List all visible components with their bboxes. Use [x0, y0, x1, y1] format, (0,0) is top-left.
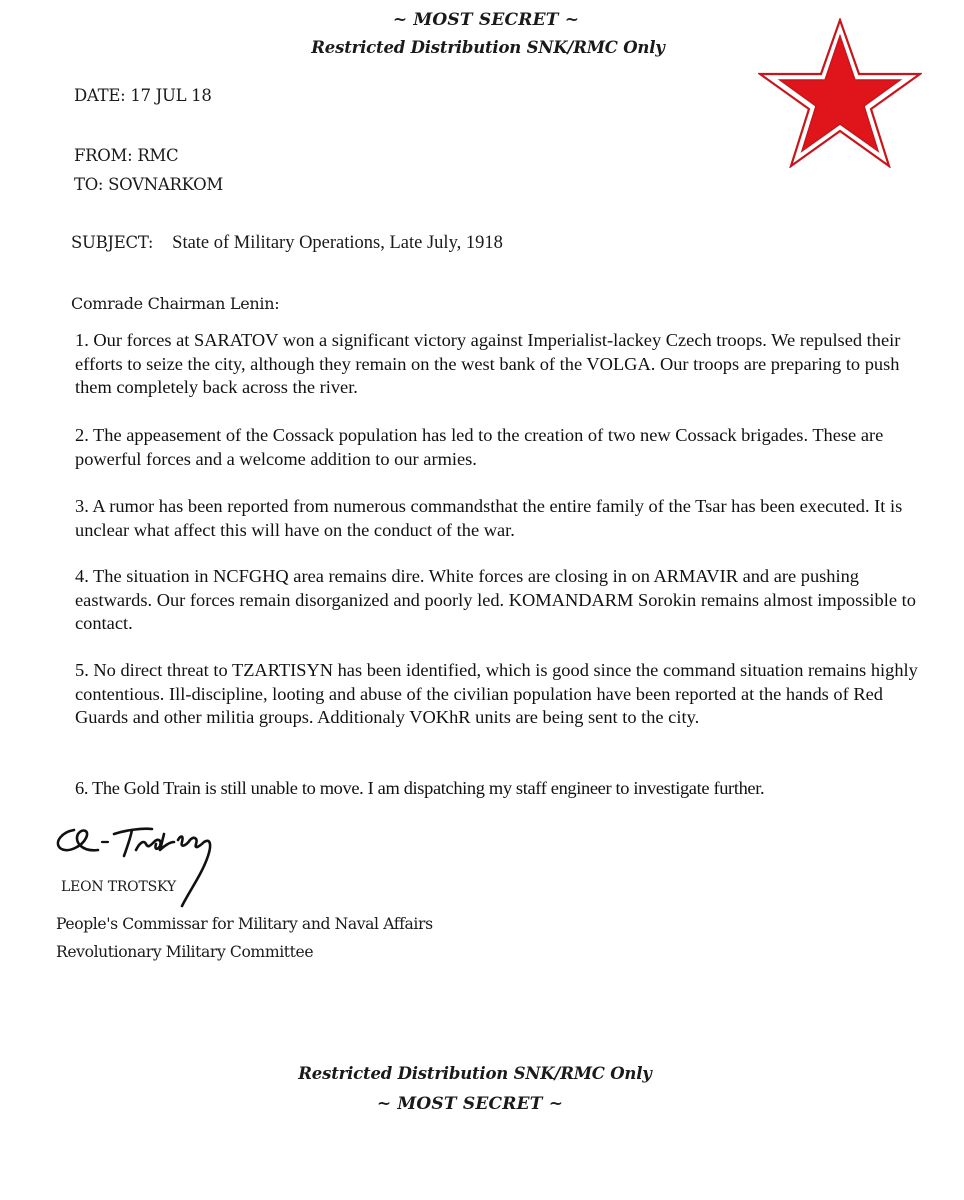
report-paragraph-2: 2. The appeasement of the Cossack population has led to the creation of two new Cossack brigades. These are powerful forces and a welcome addition to our armies. [75, 425, 884, 469]
star-inner-fill [780, 36, 900, 151]
header-distribution: Restricted Distribution SNK/RMC Only [311, 38, 665, 57]
footer-classification: ~ MOST SECRET ~ [376, 1094, 564, 1114]
date-label: DATE: [74, 86, 126, 105]
red-star-icon [758, 18, 922, 168]
memo-subject [71, 233, 503, 254]
report-paragraph-1: 1. Our forces at SARATOV won a significant victory against Imperialist-lackey Czech troops. We repulsed their efforts to seize the city, although they remain on the west bank of the VOLGA. Our troops are preparing to push them completely back across the river. [75, 330, 901, 397]
footer-distribution: Restricted Distribution SNK/RMC Only [298, 1064, 652, 1083]
report-paragraph-3: 3. A rumor has been reported from numerous commandsthat the entire family of the Tsar has been executed. It is unclear what affect this will have on the conduct of the war. [75, 496, 903, 540]
report-paragraph-4: 4. The situation in NCFGHQ area remains dire. White forces are closing in on ARMAVIR and are pushing eastwards. Our forces remain disorganized and poorly led. KOMANDARM Sorokin remains almost impossible to contact. [75, 566, 916, 633]
memo-date [74, 86, 212, 105]
report-paragraph-6: 6. The Gold Train is still unable to move. I am dispatching my staff engineer to investigate further. [75, 778, 765, 798]
from-value: RMC [137, 146, 179, 165]
memo-to [74, 175, 223, 194]
signature-stroke-initial [58, 830, 98, 850]
handwritten-signature-icon [52, 820, 242, 912]
signer-title: People's Commissar for Military and Naval Affairs [56, 915, 433, 933]
header-classification: ~ MOST SECRET ~ [392, 10, 580, 30]
subject-label: SUBJECT: [71, 233, 154, 252]
signer-organization: Revolutionary Military Committee [56, 943, 314, 961]
date-value: 17 JUL 18 [130, 86, 212, 105]
to-label: TO: [74, 175, 104, 194]
from-label: FROM: [74, 146, 133, 165]
signer-name: LEON TROTSKY [61, 879, 176, 895]
salutation: Comrade Chairman Lenin: [71, 294, 280, 313]
memo-from [74, 146, 178, 165]
report-paragraph-5: 5. No direct threat to TZARTISYN has been identified, which is good since the command situation remains highly contentious. Ill-discipline, looting and abuse of the civilian population have been reported at the hands of Red Guards and other militia groups. Additionaly VOKhR units are being sent to the city. [75, 660, 918, 727]
to-value: SOVNARKOM [108, 175, 223, 194]
subject-value: State of Military Operations, Late July, 1918 [172, 233, 503, 253]
